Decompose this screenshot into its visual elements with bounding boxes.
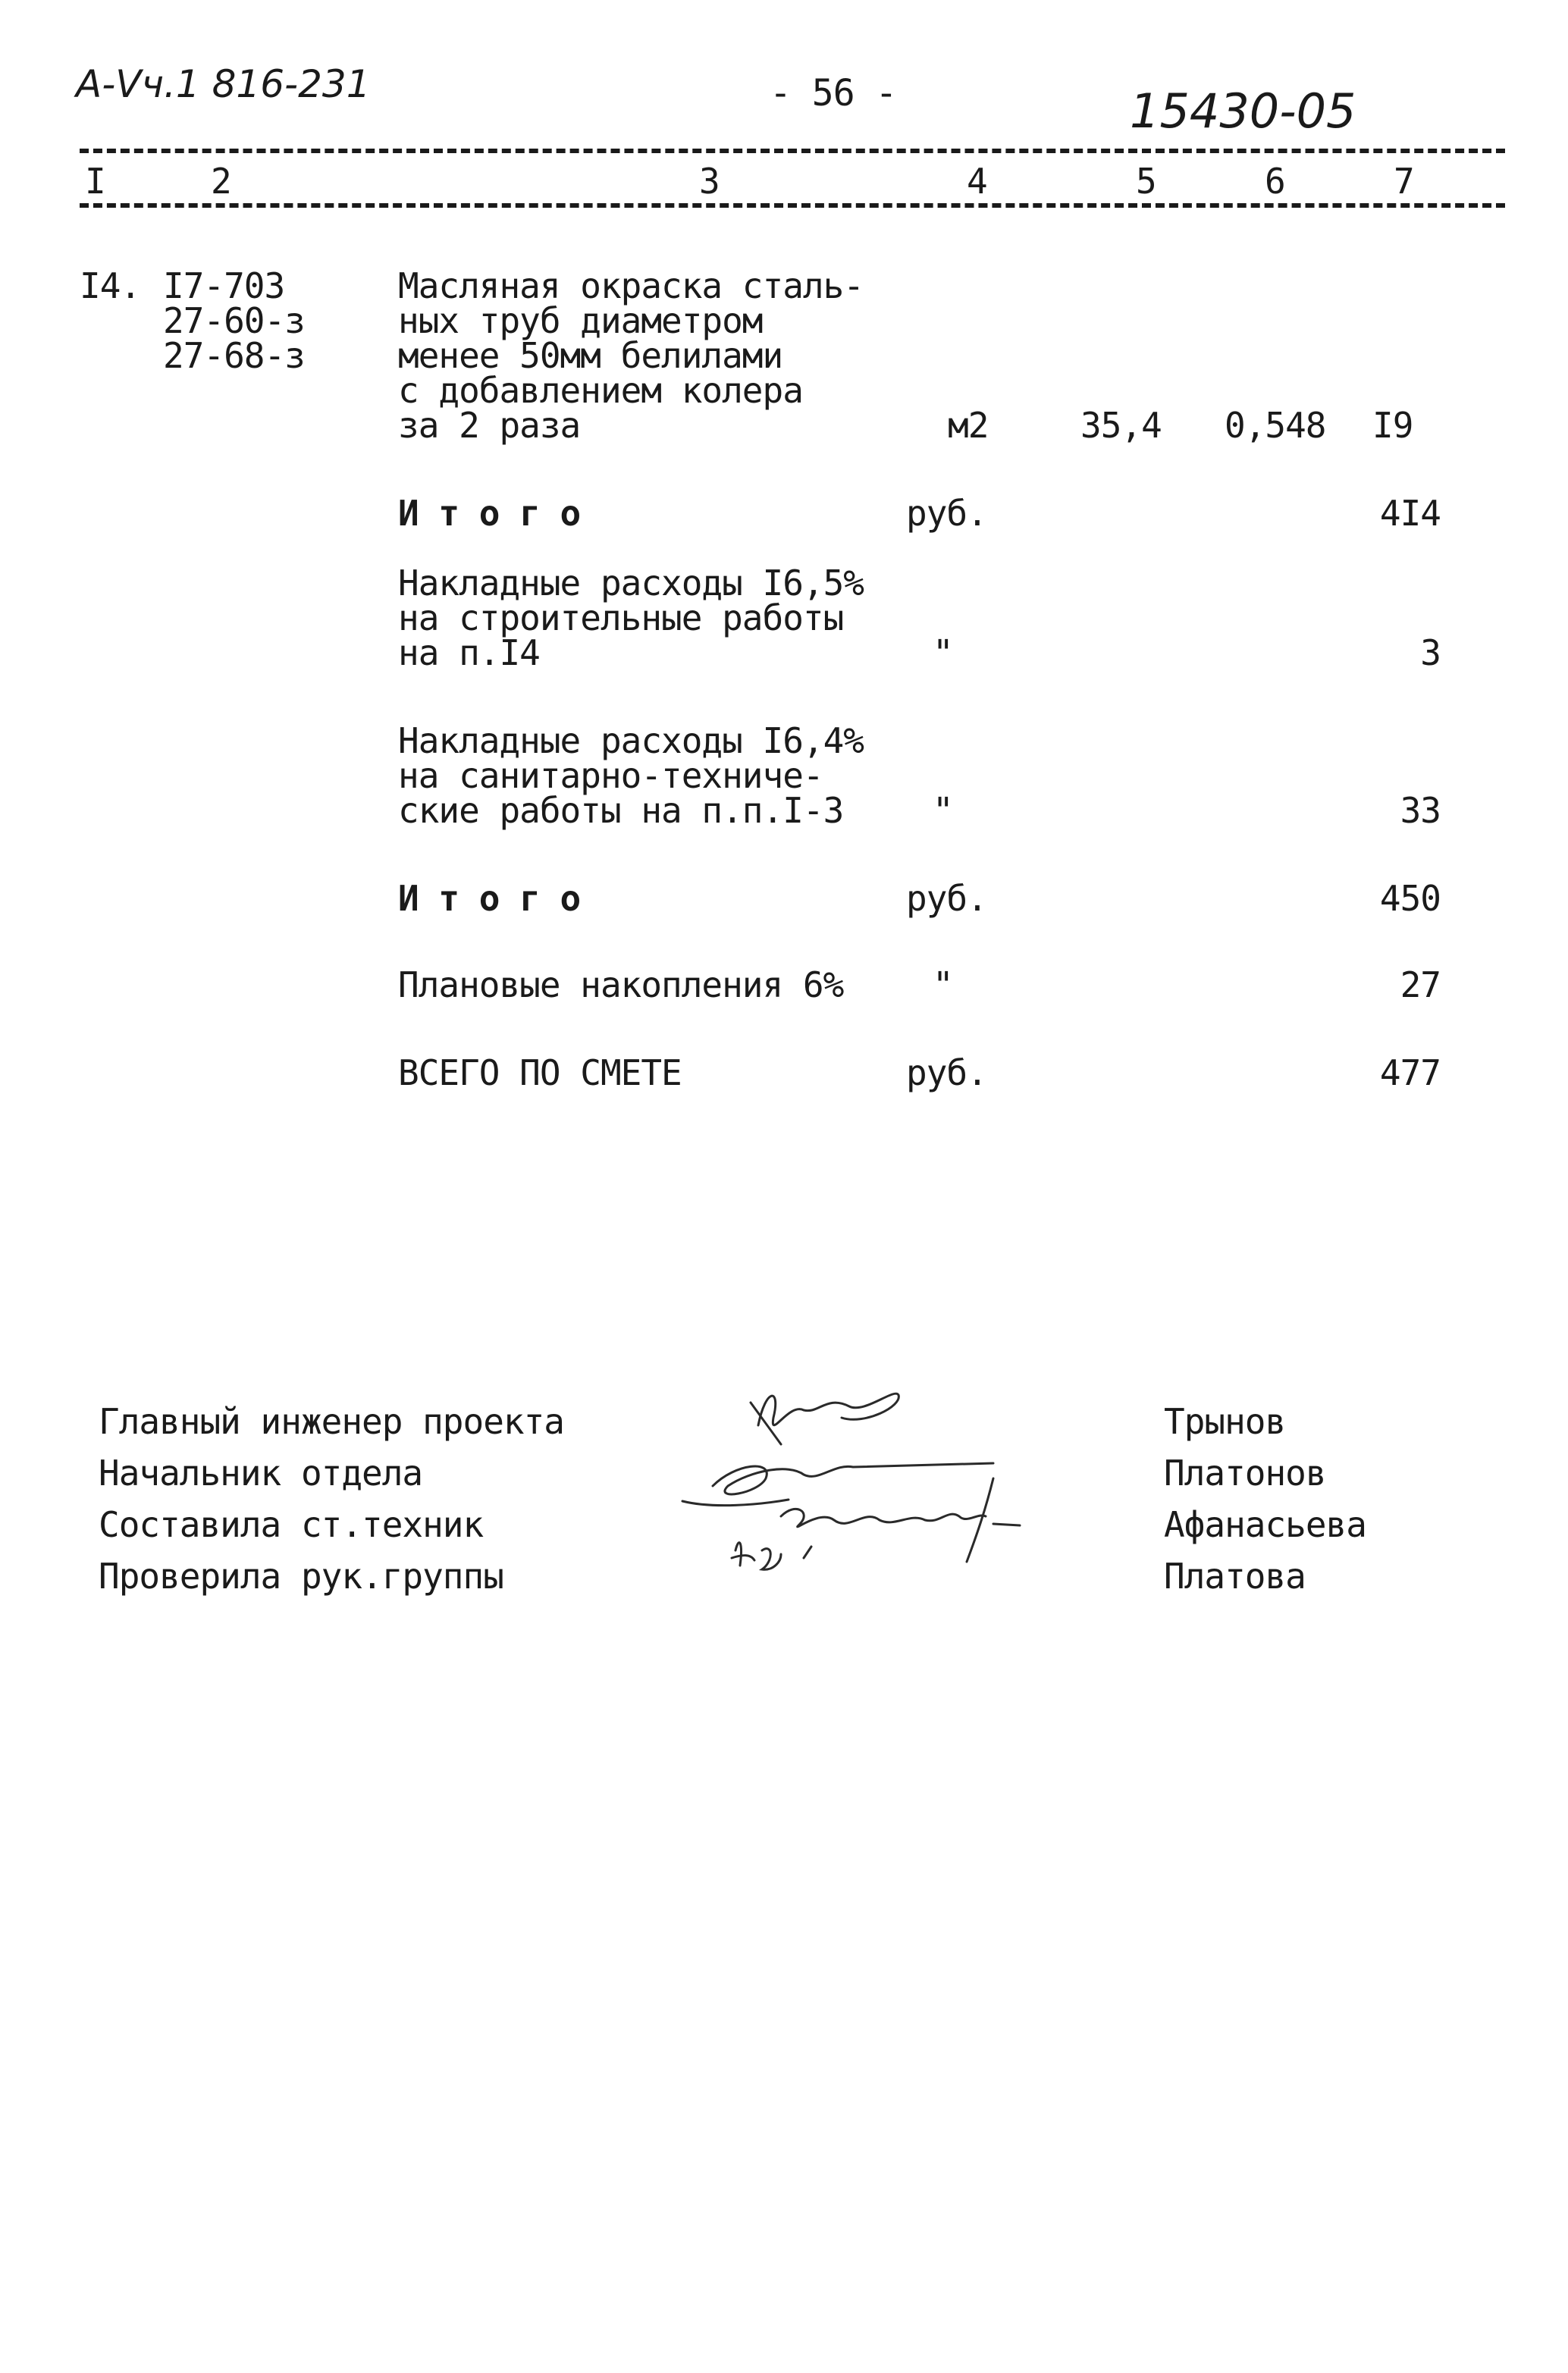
summary-unit: " (933, 790, 953, 831)
item-code: 27-68-з (163, 335, 305, 376)
page-number: - 56 - (770, 72, 897, 114)
item-number: I4. (80, 265, 141, 306)
column-number-3: 3 (699, 161, 720, 202)
signatory-title: Главный инженер проекта (99, 1401, 564, 1442)
signatory-title: Начальник отдела (99, 1453, 423, 1494)
signatory-name: Платова (1164, 1556, 1306, 1597)
signatory-name: Платонов (1164, 1453, 1326, 1494)
header-rule-top (80, 149, 1505, 153)
item-description-line: Масляная окраска сталь- (398, 265, 864, 306)
item-unit: м2 (948, 405, 989, 446)
summary-label: Плановые накопления 6% (398, 964, 844, 1005)
item-total: I9 (1372, 405, 1413, 446)
summary-label-line: на п.I4 (398, 632, 540, 673)
summary-value: 4I4 (1379, 493, 1441, 534)
document-number-handwritten: 15430-05 (1130, 83, 1356, 139)
item-quantity: 35,4 (1080, 405, 1162, 446)
summary-label: И т о г о (398, 878, 581, 919)
item-description-line: ных труб диаметром (398, 300, 763, 341)
summary-unit: " (933, 632, 953, 673)
summary-label-line: Накладные расходы I6,5% (398, 563, 864, 603)
header-rule-bottom (80, 203, 1505, 208)
handwritten-signatures (667, 1372, 1077, 1615)
signatory-title: Составила ст.техник (99, 1504, 484, 1545)
column-number-1: I (85, 161, 105, 202)
item-description-line: менее 50мм белилами (398, 335, 783, 376)
summary-value: 3 (1420, 632, 1441, 673)
summary-value: 33 (1400, 790, 1441, 831)
summary-value: 27 (1400, 964, 1441, 1005)
summary-unit: руб. (906, 878, 987, 919)
summary-label-line: ские работы на п.п.I-3 (398, 790, 844, 831)
summary-label: И т о г о (398, 493, 581, 534)
item-code: 27-60-з (163, 300, 305, 341)
item-description-line: с добавлением колера (398, 370, 803, 411)
summary-label-line: на санитарно-техниче- (398, 755, 823, 796)
archive-code-handwritten: А-Vч.1 816-231 (76, 62, 371, 106)
item-code: I7-703 (163, 265, 285, 306)
signatory-name: Афанасьева (1164, 1504, 1366, 1545)
column-number-4: 4 (967, 161, 987, 202)
column-number-2: 2 (211, 161, 231, 202)
item-description-line: за 2 раза (398, 405, 581, 446)
signatory-name: Трынов (1164, 1401, 1286, 1442)
signatory-title: Проверила рук.группы (99, 1556, 503, 1597)
summary-value: 477 (1379, 1052, 1441, 1093)
summary-label-line: на строительные работы (398, 597, 844, 638)
column-number-6: 6 (1265, 161, 1285, 202)
column-number-5: 5 (1136, 161, 1156, 202)
summary-unit: руб. (906, 1052, 987, 1093)
summary-value: 450 (1379, 878, 1441, 919)
item-unit-price: 0,548 (1225, 405, 1326, 446)
column-number-7: 7 (1394, 161, 1414, 202)
summary-unit: руб. (906, 493, 987, 534)
summary-label-line: Накладные расходы I6,4% (398, 720, 864, 761)
summary-label: ВСЕГО ПО СМЕТЕ (398, 1052, 682, 1093)
summary-unit: " (933, 964, 953, 1005)
